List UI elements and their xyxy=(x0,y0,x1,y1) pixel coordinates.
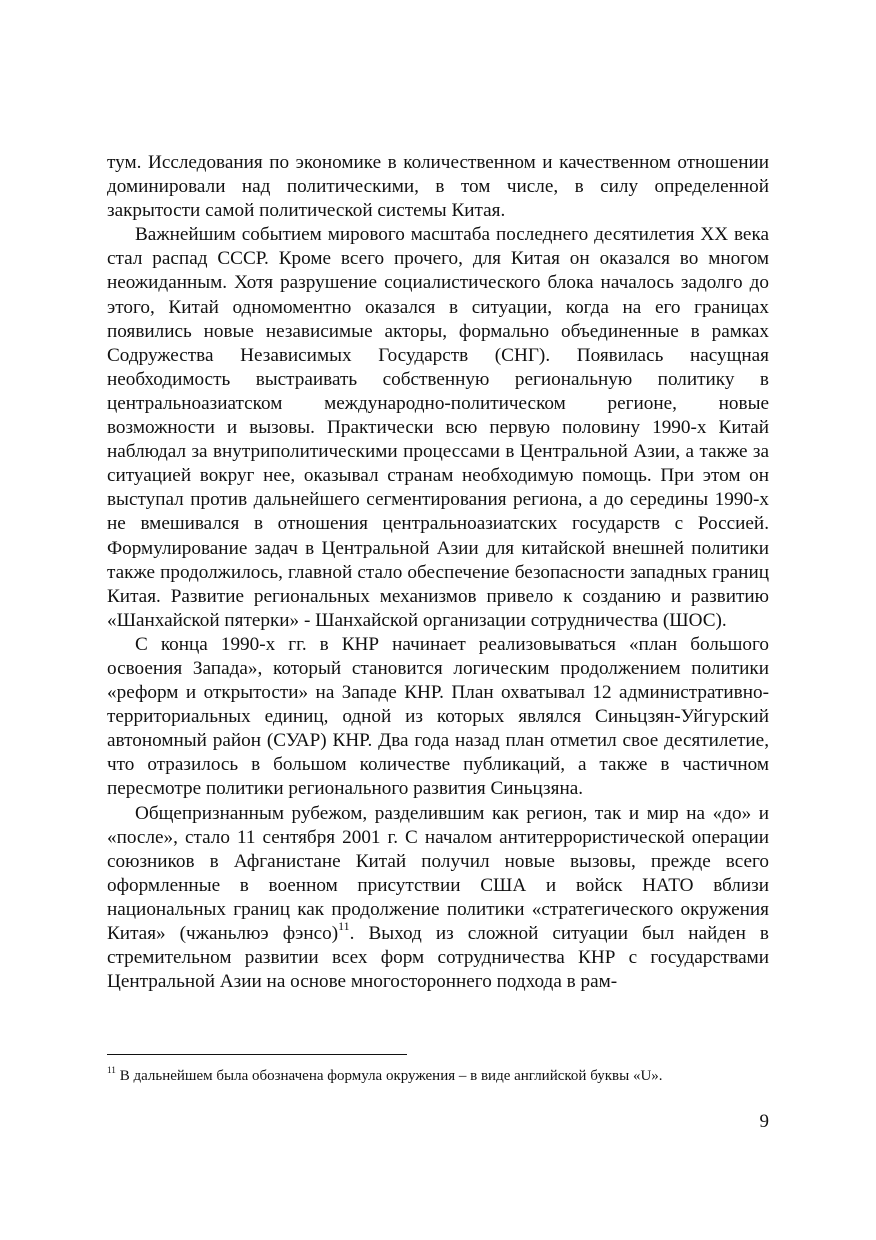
paragraph-1: тум. Исследования по экономике в количественном и качественном отношении доминировали над политическими, в том числе, в силу определенной закрытости самой политической системы Китая. xyxy=(107,152,769,222)
footnote-number: 11 xyxy=(107,1065,116,1076)
footnote xyxy=(107,1066,769,1086)
paragraph-4-text-after-ref: . Выход из сложной ситуации был найден в стремительном развитии всех форм сотрудничества КНР с государствами Центральной Азии на основе многостороннего подхода в рам- xyxy=(107,923,769,993)
paragraph-4-text-before-ref: Общепризнанным рубежом, разделившим как регион, так и мир на «до» и «после», стало 11 сентября 2001 г. С началом антитеррористической операции союзников в Афганистане Китай получил новые вызовы, прежде всего оформленные в военном присутствии США и войск НАТО вблизи национальных границ как продолжение политики «стратегического окружения Китая» (чжаньлюэ фэнсо) xyxy=(107,802,769,944)
paragraph-2: Важнейшим событием мирового масштаба последнего десятилетия XX века стал распад СССР. Кроме всего прочего, для Китая он оказался во многом неожиданным. Хотя разрушение социалистического блока началось задолго до этого, Китай одномоментно оказался в ситуации, когда на его границах появились новые независимые акторы, формально объединенные в рамках Содружества Независимых Государств (СНГ). Появилась насущная необходимость выстраивать собственную региональную политику в центральноазиатском международно-политическом регионе, новые возможности и вызовы. Практически всю первую половину 1990-х Китай наблюдал за внутриполитическими процессами в Центральной Азии, а также за ситуацией вокруг нее, оказывал странам необходимую помощь. При этом он выступал против дальнейшего сегментирования региона, а до середины 1990-х не вмешивался в отношения центральноазиатских государств с Россией. Формулирование задач в Центральной Азии для китайской внешней политики также продолжилось, главной стало обеспечение безопасности западных границ Китая. Развитие региональных механизмов привело к созданию и развитию «Шанхайской пятерки» - Шанхайской организации сотрудничества (ШОС). xyxy=(107,224,769,631)
footnote-reference[interactable]: 11 xyxy=(338,918,350,933)
footnote-text: В дальнейшем была обозначена формула окружения – в виде английской буквы «U». xyxy=(115,1068,663,1084)
paragraph-4 xyxy=(107,802,769,995)
paragraph-3: С конца 1990-х гг. в КНР начинает реализовываться «план большого освоения Запада», который становится логическим продолжением политики «реформ и открытости» на Западе КНР. План охватывал 12 административно-территориальных единиц, одной из которых являлся Синьцзян-Уйгурский автономный район (СУАР) КНР. Два года назад план отметил свое десятилетие, что отразилось в большом количестве публикаций, а также в частичном пересмотре политики регионального развития Синьцзяна. xyxy=(107,633,769,800)
page-body xyxy=(107,151,769,994)
footnote-separator xyxy=(107,1054,407,1055)
page-number: 9 xyxy=(759,1111,769,1132)
